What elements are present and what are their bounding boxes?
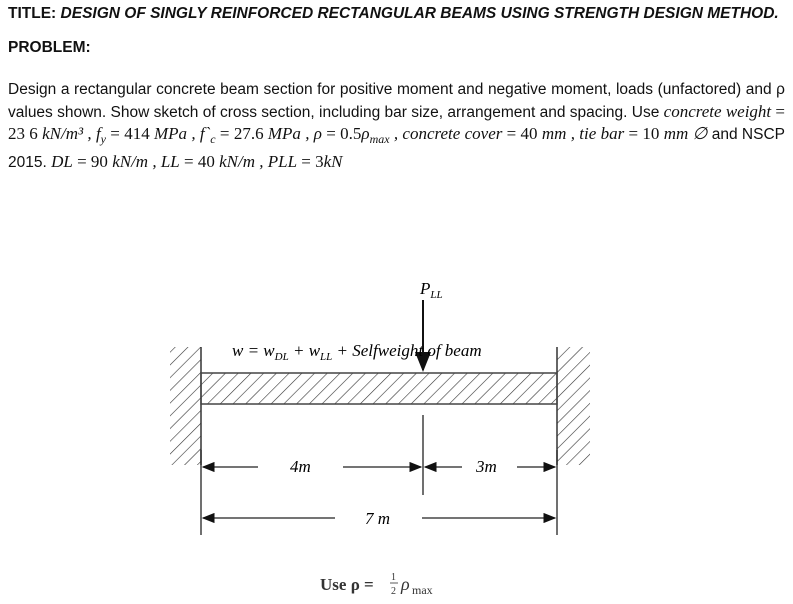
point-load-label: $P_{LL}$ [420,279,443,301]
math: = 23 6 [8,101,785,143]
title-text: DESIGN OF SINGLY REINFORCED RECTANGULAR BEAMS USING STRENGTH DESIGN METHOD. [60,5,779,22]
svg-text:Use ρ =: Use ρ = [320,575,374,594]
svg-text:2: 2 [391,586,396,597]
math: kN/m [219,151,255,171]
math: max [369,132,390,147]
dim-left-label: 4m [290,457,311,476]
math: DL [51,151,73,171]
math: = 90 [72,151,113,171]
problem-heading: PROBLEM: [8,39,91,56]
math: kN [323,151,343,171]
math: = 27.6 [215,124,268,143]
math: = 10 [624,124,664,143]
math: , concrete cover [389,124,503,143]
math: , f [83,124,101,143]
math: mm [541,124,567,143]
math: ρ [361,124,370,143]
math: c [210,132,216,147]
distributed-load-label: $w = w_{DL} + w_{LL}$ + Selfweight of beam [232,341,482,363]
rho-note [320,572,433,597]
math: = 40 [179,151,220,171]
math: , tie bar [566,124,625,143]
svg-text:ρ: ρ [401,574,410,594]
math: = 3 [297,151,324,171]
math: MPa [267,124,301,143]
math: kN/m [112,151,149,171]
math: = 40 [502,124,542,143]
math: concrete weight [663,101,772,121]
math: , LL [148,151,180,171]
math: = 414 [106,124,154,143]
title-label: TITLE: [8,5,57,22]
text: Design a rectangular concrete beam section for positive moment and negative moment, loads (unfactored) and ρ values shown. Show sketch of cross section, including bar size, arrangement and spacing. Use [8,81,785,121]
math: y [100,132,106,147]
svg-text:max: max [412,583,433,597]
left-fixed-support [170,347,201,465]
math: , f` [187,124,211,143]
right-fixed-support [557,347,590,465]
math: , ρ [300,124,322,143]
svg-text:1: 1 [391,572,396,583]
text: and NSCP 2015. [8,126,785,171]
beam [201,373,557,404]
math: mm ∅ [663,124,708,143]
math: , PLL [254,151,298,171]
math: kN/m³ [42,124,84,143]
math: = 0.5 [321,124,362,143]
math: MPa [154,124,188,143]
dim-total-label: 7 m [365,509,391,528]
dim-right-label: 3m [476,457,497,476]
